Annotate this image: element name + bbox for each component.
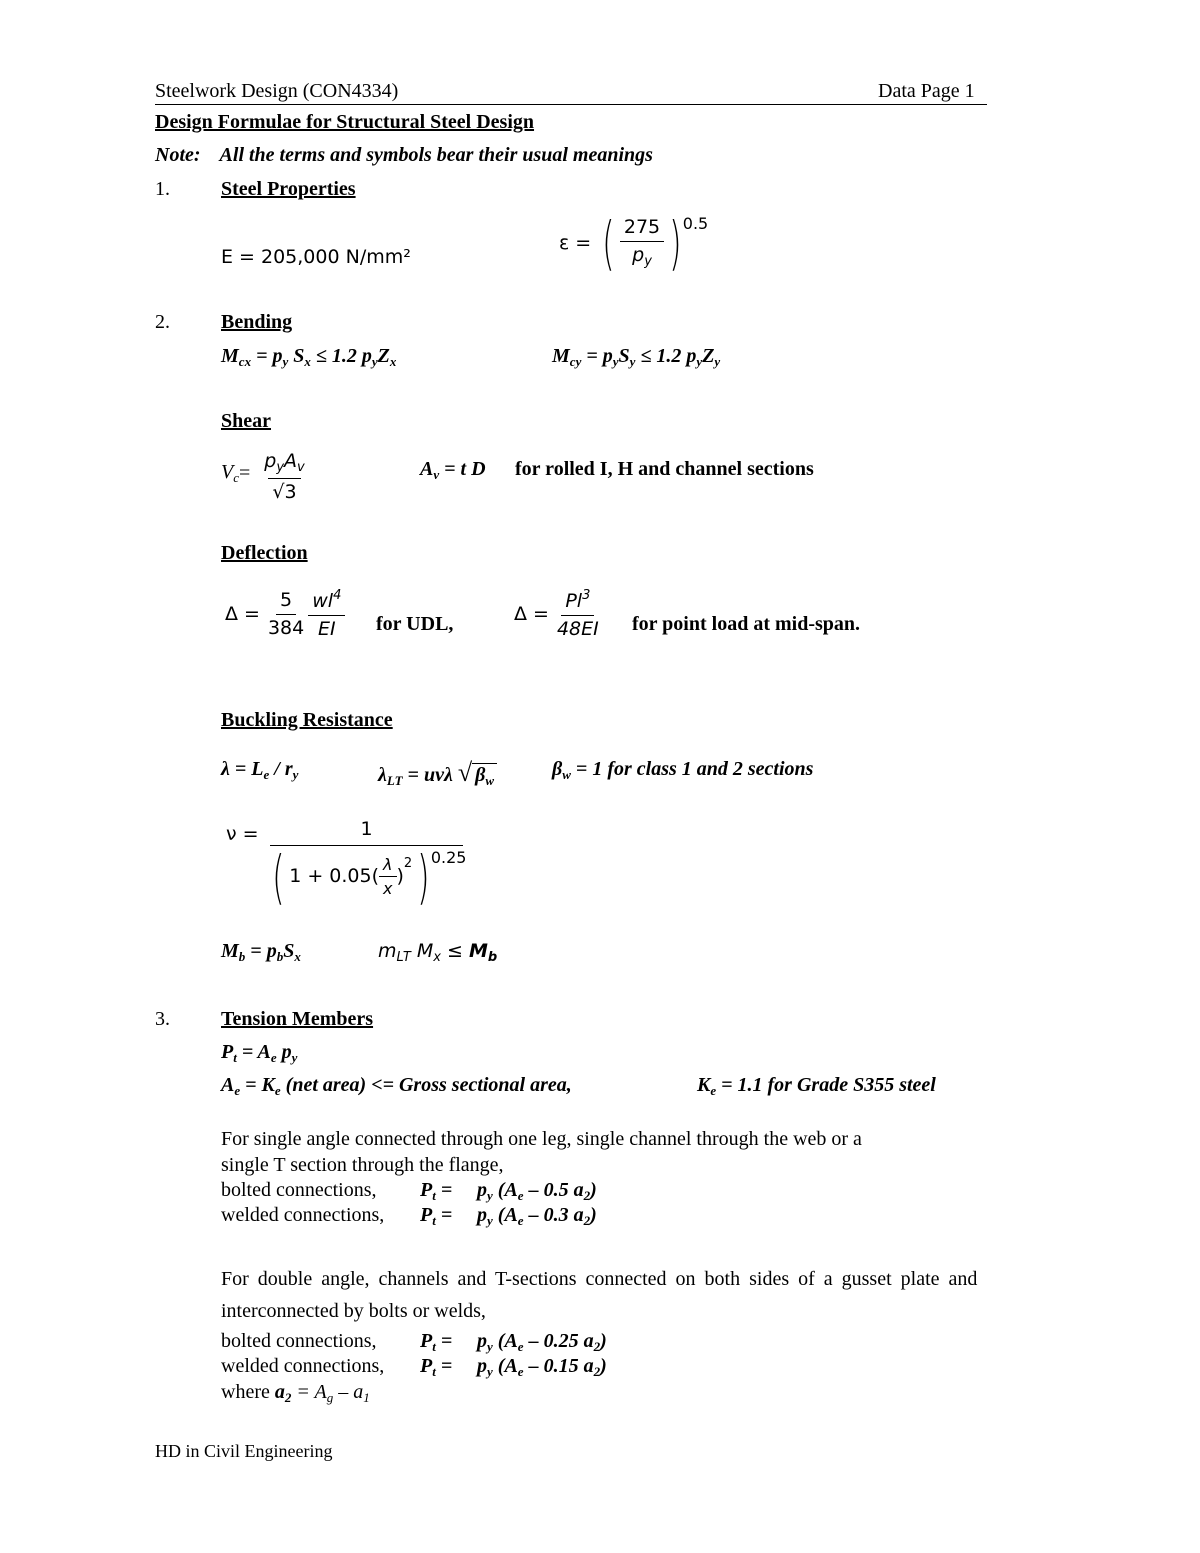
youngs-modulus-formula: E = 205,000 N/mm²: [221, 246, 411, 268]
deflection-udl-formula: Δ = $\frac{5}{384}$ $\frac{wl^4}{EI}$: [225, 588, 345, 641]
double-welded-line: welded connections, $P_t$ = $p_y$ ($A_e - 0.15$ $a_2$): [221, 1355, 607, 1379]
mlt-formula: $m_{LT}$ $M_x \le M_b$: [378, 940, 498, 965]
shear-title: Shear: [221, 410, 271, 432]
note: [155, 144, 653, 167]
single-welded-line: welded connections, $P_t$ = $p_y$ ($A_e - 0.3$ $a_2$): [221, 1204, 597, 1228]
note-text: All the terms and symbols bear their usual meanings: [219, 144, 653, 166]
single-section-text-1: For single angle connected through one leg, single channel through the web or a: [221, 1128, 862, 1150]
section-3-number: 3.: [155, 1008, 170, 1030]
double-bolted-line: bolted connections, $P_t$ = $p_y$ ($A_e - 0.25$ $a_2$): [221, 1330, 607, 1354]
double-section-text-2: interconnected by bolts or welds,: [221, 1300, 486, 1322]
where-line: where $a_2 = A_g - a_1$: [221, 1381, 370, 1405]
tension-title: Tension Members: [221, 1008, 374, 1030]
av-formula: $A_v = t$ D: [420, 458, 486, 482]
note-label: Note:: [155, 144, 201, 166]
mcy-formula: $M_{cy} = p_yS_y \le 1.2$ $p_yZ_y$: [552, 345, 721, 369]
vc-formula: $V_c$ = $\frac{p_yA_v}{√3}$: [221, 444, 309, 503]
deflection-point-formula: Δ = $\frac{Pl^3}{48EI}$: [514, 588, 599, 640]
epsilon-fraction: $\frac{275}{p_y}$: [620, 216, 664, 269]
vc-fraction: $\frac{p_yA_v}{√3}$: [264, 450, 305, 503]
left-paren: (: [602, 209, 615, 277]
ae-formula: $A_e = K_e$ (net area) <= Gross sectional area,: [221, 1074, 572, 1098]
double-section-text-1: For double angle, channels and T-sections connected on both sides of a gusset plate and: [221, 1268, 978, 1290]
mcx-formula: $M_{cx} = p_y$ $S_x \le 1.2$ $p_yZ_x$: [221, 345, 397, 369]
point-load-note: for point load at mid-span.: [632, 613, 861, 635]
section-1-number: 1.: [155, 178, 170, 200]
pt-formula: $P_t = A_e$ $p_y$: [221, 1041, 298, 1065]
single-section-text-2: single T section through the flange,: [221, 1154, 504, 1176]
lambda-formula: $\lambda = L_e / r_y$: [221, 758, 299, 782]
nu-formula: ν = 1 ( 1 + 0.05( $\frac{\lambda}{x}$ ) $^2$ ) 0.25: [226, 818, 470, 906]
epsilon-lhs: ε =: [559, 232, 592, 254]
lambda-lt-formula: $\lambda_{LT} = uv\lambda$ √ $\beta_w$: [378, 758, 497, 789]
av-note: for rolled I, H and channel sections: [515, 458, 814, 480]
right-paren: ): [669, 209, 682, 277]
bending-title: Bending: [221, 311, 293, 333]
header-page: Data Page 1: [878, 80, 975, 102]
section-1-title: Steel Properties: [221, 178, 356, 200]
header-course: Steelwork Design (CON4334): [155, 80, 399, 102]
section-2-number: 2.: [155, 311, 170, 333]
ke-formula: $K_e = 1.1$ for Grade S355 steel: [697, 1074, 936, 1098]
footer: HD in Civil Engineering: [155, 1441, 333, 1461]
epsilon-formula: [559, 209, 709, 277]
deflection-title: Deflection: [221, 542, 308, 564]
document-title: Design Formulae for Structural Steel Design: [155, 111, 535, 133]
udl-note: for UDL,: [376, 613, 454, 635]
beta-w-formula: $\beta_w = 1$ for class 1 and 2 sections: [552, 758, 814, 782]
mb-formula: $M_b = p_bS_x$: [221, 940, 301, 964]
nu-fraction: 1 ( 1 + 0.05( $\frac{\lambda}{x}$ ) $^2$ ) 0.25: [271, 818, 467, 911]
header-rule: [155, 104, 987, 105]
buckling-title: Buckling Resistance: [221, 709, 393, 731]
single-bolted-line: bolted connections, $P_t$ = $p_y$ ($A_e - 0.5$ $a_2$): [221, 1179, 597, 1203]
epsilon-exponent: 0.5: [682, 214, 709, 233]
